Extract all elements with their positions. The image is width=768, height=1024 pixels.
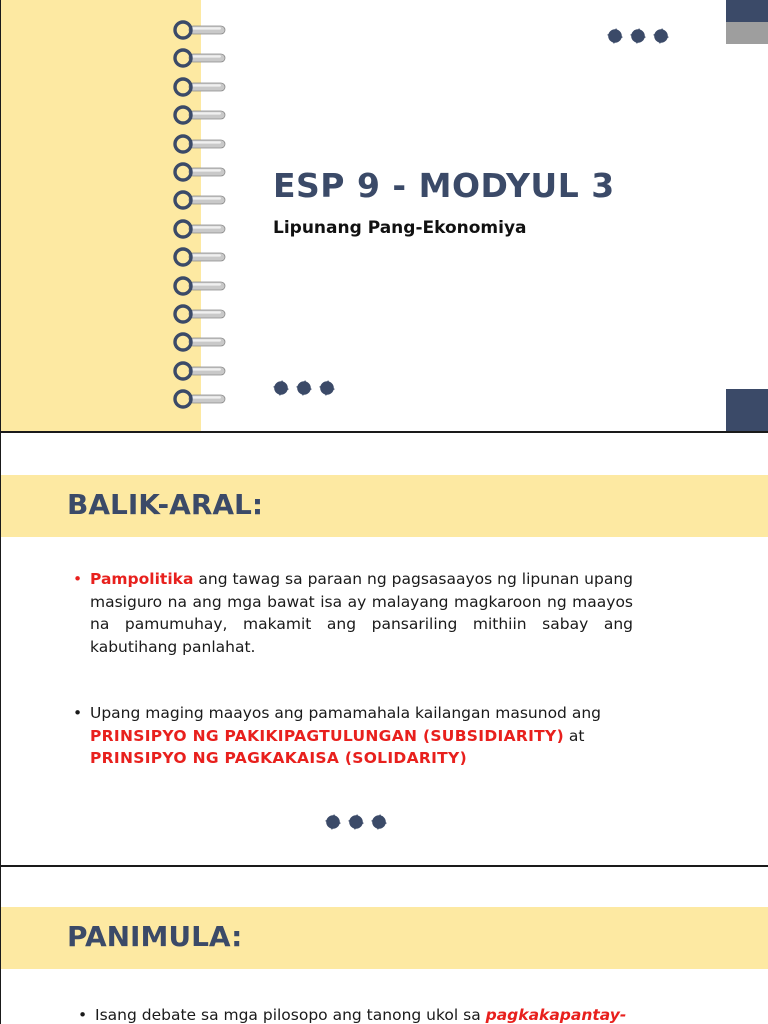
spiral-ring-icon: [173, 247, 229, 267]
navy-dot-icon: [296, 380, 312, 396]
spiral-binding: [173, 20, 233, 420]
list-item: [78, 1004, 718, 1024]
navy-dot-icon: [348, 814, 364, 830]
navy-dot-icon: [630, 28, 646, 44]
navy-dot-icon: [325, 814, 341, 830]
bullet-list: [78, 1004, 718, 1024]
navy-dot-icon: [319, 380, 335, 396]
spiral-ring-icon: [173, 162, 229, 182]
spiral-ring-icon: [173, 77, 229, 97]
highlight-term: PRINSIPYO NG PAKIKIPAGTULUNGAN (SUBSIDIARITY): [90, 726, 564, 745]
bullet-text: at: [563, 726, 585, 745]
spiral-ring-icon: [173, 276, 229, 296]
intro-slide: [0, 867, 768, 1024]
heading-band: [1, 907, 768, 969]
navy-dot-icon: [273, 380, 289, 396]
highlight-term: PRINSIPYO NG PAGKAKAISA (SOLIDARITY): [90, 749, 467, 768]
navy-dot-icon: [607, 28, 623, 44]
spiral-ring-icon: [173, 190, 229, 210]
corner-block-gray: [726, 22, 768, 44]
spiral-ring-icon: [173, 105, 229, 125]
section-heading: BALIK-ARAL:: [67, 488, 264, 521]
bullet-text: ang tawag sa paraan ng pagsasaayos ng lipunan upang masiguro na ang mga bawat isa ay malayang magkaroon ng maayos na pamumuhay, makamit ang pansariling mithiin sabay ang kabutihang panlahat.: [90, 570, 633, 656]
bullet-text: Upang maging maayos ang pamamahala kailangan masunod ang: [90, 704, 601, 722]
navy-dot-icon: [653, 28, 669, 44]
highlight-term: Pampolitika: [90, 570, 194, 588]
bullet-text: Isang debate sa mga pilosopo ang tanong ukol sa: [95, 1006, 486, 1024]
bullet-list: [73, 568, 633, 658]
title-slide: [0, 0, 768, 433]
review-slide: [0, 433, 768, 867]
yellow-side-panel: [1, 0, 201, 431]
list-item: [73, 702, 633, 770]
section-heading: PANIMULA:: [67, 920, 243, 953]
corner-block-dark: [726, 0, 768, 22]
spiral-ring-icon: [173, 361, 229, 381]
dot-trio-bottom: [273, 380, 335, 396]
spiral-ring-icon: [173, 304, 229, 324]
highlight-term: pagkakapantay-: [485, 1006, 627, 1024]
dot-trio-top: [607, 28, 669, 44]
corner-block-bottom-right: [726, 389, 768, 431]
spiral-ring-icon: [173, 20, 229, 40]
bullet-list-2: [73, 702, 633, 770]
slide-title: ESP 9 - MODYUL 3: [273, 166, 615, 205]
heading-band: [1, 475, 768, 537]
spiral-ring-icon: [173, 48, 229, 68]
dot-trio: [325, 814, 387, 830]
navy-dot-icon: [371, 814, 387, 830]
spiral-ring-icon: [173, 219, 229, 239]
slide-subtitle: Lipunang Pang-Ekonomiya: [273, 218, 527, 238]
spiral-ring-icon: [173, 389, 229, 409]
spiral-ring-icon: [173, 134, 229, 154]
corner-block-top-right: [726, 0, 768, 44]
spiral-ring-icon: [173, 332, 229, 352]
list-item: [73, 568, 633, 658]
